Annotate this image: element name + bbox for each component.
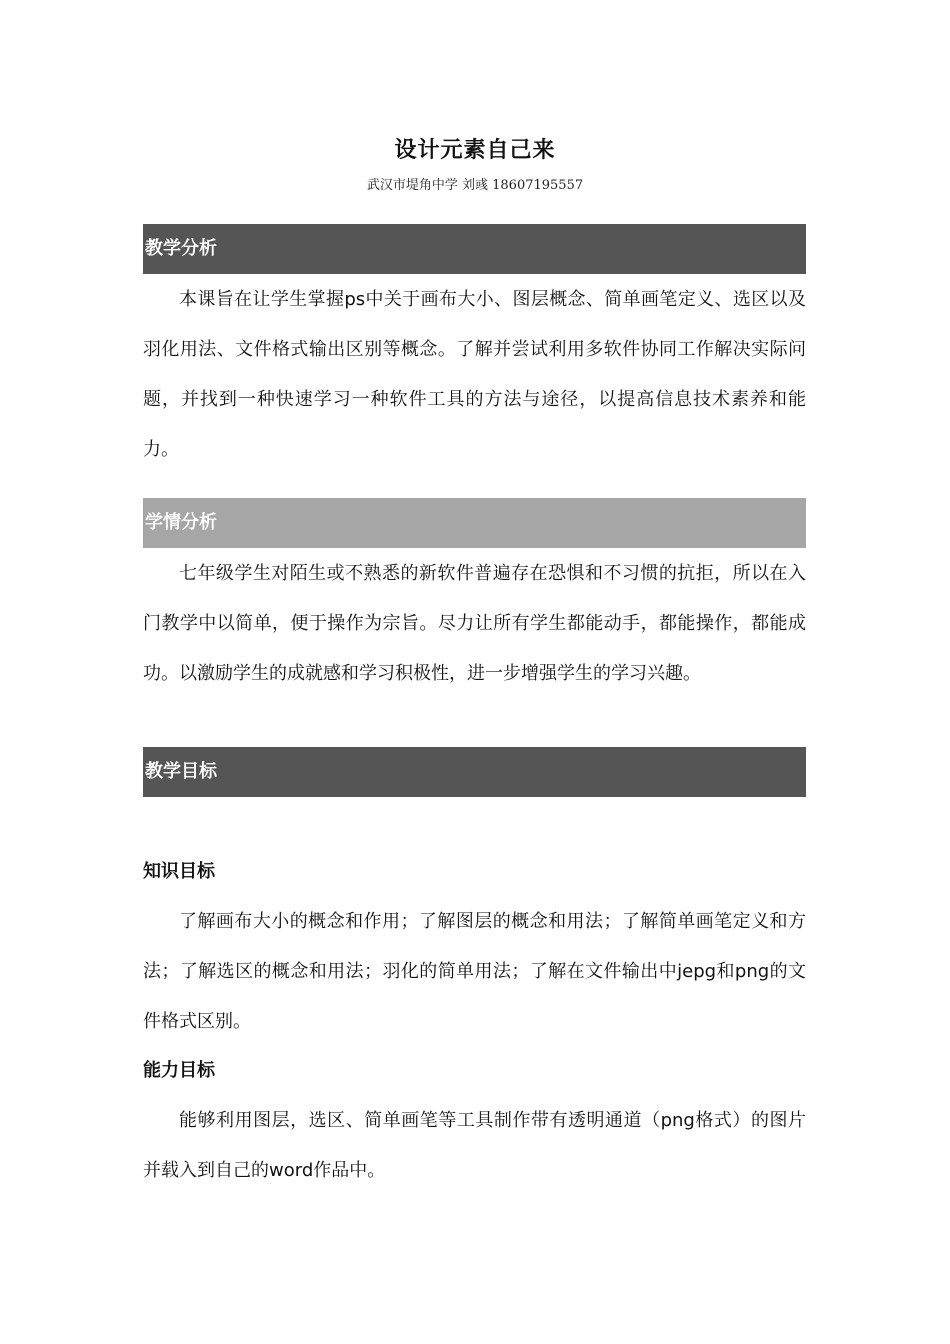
document-subtitle: 武汉市堤角中学 刘彧 18607195557 bbox=[366, 178, 584, 193]
section-heading-teaching-goals: 教学目标 bbox=[143, 747, 806, 797]
subheading-knowledge-goals: 知识目标 bbox=[143, 861, 215, 882]
paragraph-teaching-analysis: 本课旨在让学生掌握ps中关于画布大小、图层概念、简单画笔定义、选区以及羽化用法、文件格式输出区别等概念。了解并尝试利用多软件协同工作解决实际问题，并找到一种快速学习一种软件工具的方法与途径，以提高信息技术素养和能力。 bbox=[143, 289, 806, 460]
section-heading-teaching-analysis: 教学分析 bbox=[143, 224, 806, 274]
section-heading-student-analysis: 学情分析 bbox=[143, 498, 806, 548]
paragraph-knowledge-goals: 了解画布大小的概念和作用；了解图层的概念和用法；了解简单画笔定义和方法；了解选区的概念和用法；羽化的简单用法；了解在文件输出中jepg和png的文件格式区别。 bbox=[143, 911, 806, 1032]
paragraph-student-analysis: 七年级学生对陌生或不熟悉的新软件普遍存在恐惧和不习惯的抗拒，所以在入门教学中以简单，便于操作为宗旨。尽力让所有学生都能动手，都能操作，都能成功。以激励学生的成就感和学习积极性，进一步增强学生的学习兴趣。 bbox=[143, 563, 806, 684]
document-title: 设计元素自己来 bbox=[394, 138, 556, 163]
paragraph-ability-goals: 能够利用图层，选区、简单画笔等工具制作带有透明通道（png格式）的图片并载入到自己的word作品中。 bbox=[143, 1110, 806, 1181]
subheading-ability-goals: 能力目标 bbox=[143, 1060, 215, 1081]
